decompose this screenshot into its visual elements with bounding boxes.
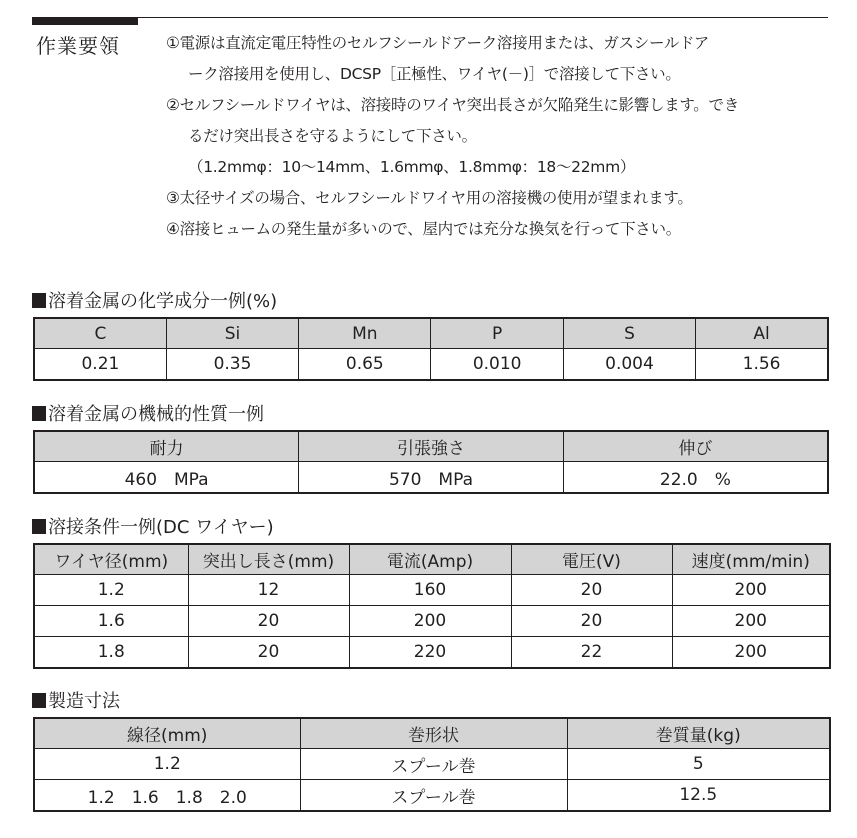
header-cell: 電流(Amp) [349, 544, 511, 575]
value-cell: 20 [188, 606, 349, 637]
table-row [34, 637, 830, 669]
procedure-item-2-note: （1.2mmφ：10～14mm、1.6mmφ、1.8mmφ：18～22mm） [188, 158, 636, 176]
table-header-row [34, 431, 828, 462]
value-cell: スプール巻 [300, 780, 567, 812]
table-row [34, 349, 828, 381]
value-cell: 200 [349, 606, 511, 637]
value-cell: 1.6 [34, 606, 188, 637]
header-cell: P [431, 318, 563, 349]
value-cell: 200 [672, 575, 830, 606]
value-cell: スプール巻 [300, 749, 567, 780]
value-cell: 0.21 [34, 349, 166, 381]
value-cell: 200 [672, 637, 830, 669]
header-cell: S [563, 318, 695, 349]
value-cell: 20 [511, 606, 672, 637]
procedure-item-2-cont: るだけ突出長さを守るようにして下さい。 [188, 127, 477, 145]
header-cell: 巻形状 [300, 718, 567, 749]
dimensions-table [33, 717, 831, 812]
procedure-item-4: ④溶接ヒュームの発生量が多いので、屋内では充分な換気を行って下さい。 [166, 220, 681, 238]
table-row [34, 575, 830, 606]
table-row [34, 749, 830, 780]
welding-section-title: 溶接条件一例(DC ワイヤー) [32, 517, 274, 539]
chemical-composition-table [33, 317, 829, 381]
value-cell: 0.010 [431, 349, 563, 381]
value-cell: 1.2 1.6 1.8 2.0 [34, 780, 300, 812]
procedure-list [166, 28, 846, 245]
square-bullet-icon [32, 519, 46, 534]
value-cell: 1.56 [696, 349, 828, 381]
mechanical-properties-table [33, 430, 829, 494]
square-bullet-icon [32, 293, 46, 308]
value-cell: 220 [349, 637, 511, 669]
value-cell: 22.0 % [563, 462, 828, 494]
table-row [34, 606, 830, 637]
dimensions-section-title: 製造寸法 [32, 691, 120, 713]
header-cell: C [34, 318, 166, 349]
procedure-title: 作業要領 [36, 34, 120, 58]
header-cell: 突出し長さ(mm) [188, 544, 349, 575]
value-cell: 20 [188, 637, 349, 669]
header-cell: 速度(mm/min) [672, 544, 830, 575]
procedure-item-2: ②セルフシールドワイヤは、溶接時のワイヤ突出長さが欠陥発生に影響します。でき [166, 96, 739, 114]
table-row [34, 462, 828, 494]
value-cell: 22 [511, 637, 672, 669]
header-cell: 伸び [563, 431, 828, 462]
welding-conditions-table [33, 543, 831, 669]
procedure-item-1-cont: ーク溶接用を使用し、DCSP［正極性、ワイヤ(－)］で溶接して下さい。 [188, 65, 681, 83]
header-cell: 引張強さ [299, 431, 564, 462]
value-cell: 1.8 [34, 637, 188, 669]
value-cell: 200 [672, 606, 830, 637]
value-cell: 460 MPa [34, 462, 299, 494]
table-header-row [34, 318, 828, 349]
header-cell: 電圧(V) [511, 544, 672, 575]
mechanical-section-title: 溶着金属の機械的性質一例 [32, 404, 264, 426]
header-cell: 巻質量(kg) [567, 718, 830, 749]
value-cell: 20 [511, 575, 672, 606]
table-header-row [34, 718, 830, 749]
value-cell: 12.5 [567, 780, 830, 812]
header-cell: Si [166, 318, 298, 349]
value-cell: 0.65 [299, 349, 431, 381]
header-cell: ワイヤ径(mm) [34, 544, 188, 575]
header-cell: 線径(mm) [34, 718, 300, 749]
value-cell: 5 [567, 749, 830, 780]
table-header-row [34, 544, 830, 575]
value-cell: 0.35 [166, 349, 298, 381]
header-cell: Mn [299, 318, 431, 349]
procedure-item-3: ③太径サイズの場合、セルフシールドワイヤ用の溶接機の使用が望まれます。 [166, 189, 693, 207]
value-cell: 0.004 [563, 349, 695, 381]
value-cell: 160 [349, 575, 511, 606]
value-cell: 12 [188, 575, 349, 606]
value-cell: 1.2 [34, 575, 188, 606]
header-cell: Al [696, 318, 828, 349]
square-bullet-icon [32, 406, 46, 421]
square-bullet-icon [32, 693, 46, 708]
top-rule-accent-bar [32, 17, 138, 25]
top-rule [32, 17, 828, 18]
table-row [34, 780, 830, 812]
procedure-item-1: ①電源は直流定電圧特性のセルフシールドアーク溶接用または、ガスシールドア [166, 34, 709, 52]
value-cell: 570 MPa [299, 462, 564, 494]
header-cell: 耐力 [34, 431, 299, 462]
chemical-section-title: 溶着金属の化学成分一例(%) [32, 291, 277, 313]
value-cell: 1.2 [34, 749, 300, 780]
